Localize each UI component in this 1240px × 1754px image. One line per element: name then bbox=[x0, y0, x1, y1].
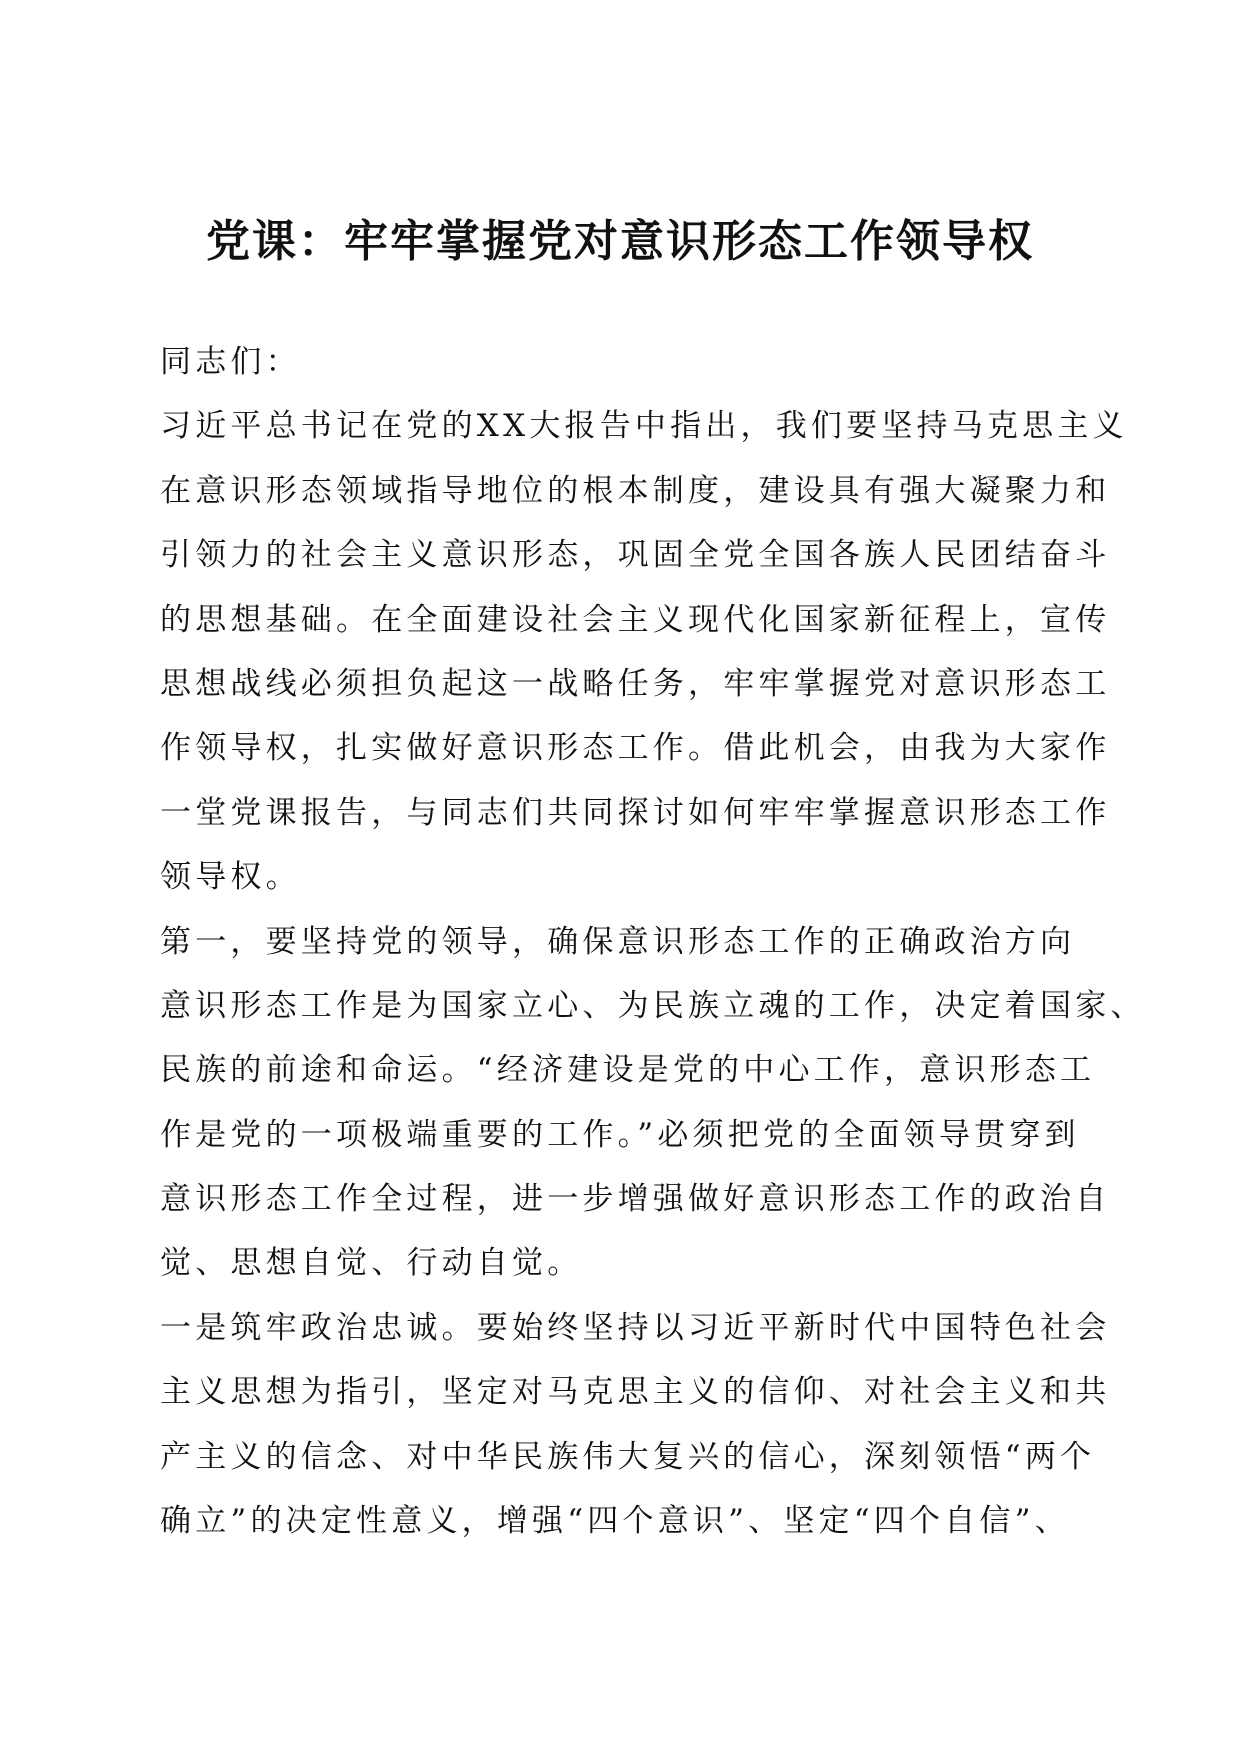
body-line: 意识形态工作是为国家立心、为民族立魂的工作，决定着国家、 bbox=[160, 987, 1146, 1024]
section-heading: 第一，要坚持党的领导，确保意识形态工作的正确政治方向 bbox=[160, 923, 1076, 960]
document-title: 党课：牢牢掌握党对意识形态工作领导权 bbox=[206, 216, 1034, 267]
body-line: 同志们： bbox=[160, 344, 301, 380]
body-line: 思想战线必须担负起这一战略任务，牢牢掌握党对意识形态工 bbox=[160, 665, 1111, 702]
body-line: 民族的前途和命运。“经济建设是党的中心工作，意识形态工 bbox=[160, 1052, 1096, 1089]
body-line: 作领导权，扎实做好意识形态工作。借此机会，由我为大家作 bbox=[160, 730, 1111, 767]
body-line: 的思想基础。在全面建设社会主义现代化国家新征程上，宣传 bbox=[160, 601, 1111, 638]
body-line: 习近平总书记在党的XX大报告中指出，我们要坚持马克思主义 bbox=[160, 408, 1128, 445]
body-line: 意识形态工作全过程，进一步增强做好意识形态工作的政治自 bbox=[160, 1181, 1111, 1218]
body-line: 一堂党课报告，与同志们共同探讨如何牢牢掌握意识形态工作 bbox=[160, 794, 1111, 831]
body-line: 引领力的社会主义意识形态，巩固全党全国各族人民团结奋斗 bbox=[160, 537, 1111, 574]
body-line: 在意识形态领域指导地位的根本制度，建设具有强大凝聚力和 bbox=[160, 472, 1111, 509]
body-line: 一是筑牢政治忠诚。要始终坚持以习近平新时代中国特色社会 bbox=[160, 1309, 1111, 1346]
body-line: 主义思想为指引，坚定对马克思主义的信仰、对社会主义和共 bbox=[160, 1374, 1111, 1411]
body-line: 觉、思想自觉、行动自觉。 bbox=[160, 1245, 583, 1282]
body-line: 领导权。 bbox=[160, 859, 301, 896]
document-body bbox=[160, 330, 1220, 1553]
body-line: 产主义的信念、对中华民族伟大复兴的信心，深刻领悟“两个 bbox=[160, 1438, 1096, 1475]
body-line: 确立”的决定性意义，增强“四个意识”、坚定“四个自信”、 bbox=[160, 1503, 1070, 1540]
body-line: 作是党的一项极端重要的工作。”必须把党的全面领导贯穿到 bbox=[160, 1116, 1080, 1153]
